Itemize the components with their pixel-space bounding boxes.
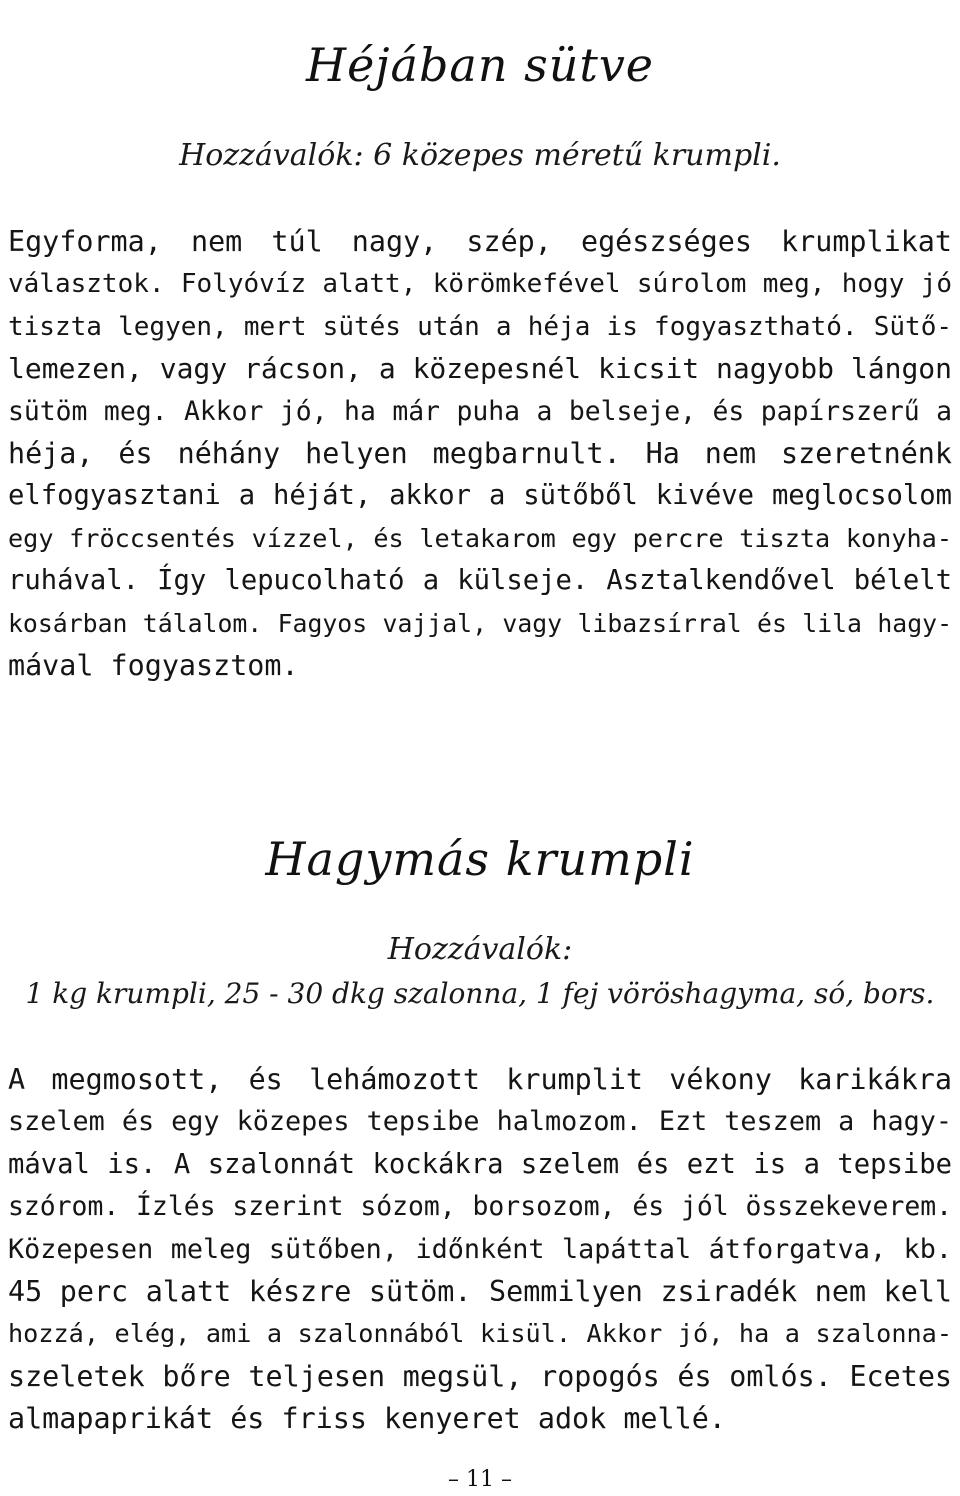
text-line: szórom. Ízlés szerint sózom, borsozom, és jól összekeverem. [8,1191,952,1223]
text-line: sütöm meg. Akkor jó, ha már puha a belseje, és papírszerű a [8,395,952,427]
text-line: héja, és néhány helyen megbarnult. Ha nem szeretnénk [8,436,952,470]
text-line: ruhával. Így lepucolható a külseje. Asztalkendővel bélelt [8,565,952,597]
page-number: – 11 – [448,1467,512,1492]
text-line: Egyforma, nem túl nagy, szép, egészséges krumplikat [8,225,952,258]
text-line: választok. Folyóvíz alatt, körömkefével súrolom meg, hogy jó [8,269,952,300]
text-line: tiszta legyen, mert sütés után a héja is fogyasztható. Sütő- [8,311,952,342]
text-line: szelem és egy közepes tepsibe halmozom. Ezt teszem a hagy- [8,1106,952,1138]
recipe-title-hejaban-sutve: Héjában sütve [305,37,655,92]
text-line: mával fogyasztom. [8,648,299,682]
recipe-title-hagymas-krumpli: Hagymás krumpli [265,831,695,886]
text-line: Közepesen meleg sütőben, időnként lapáttal átforgatva, kb. [8,1233,952,1265]
ingredients-line: 1 kg krumpli, 25 - 30 dkg szalonna, 1 fej vöröshagyma, só, bors. [25,977,935,1010]
text-line: mával is. A szalonnát kockákra szelem és ezt is a tepsibe [8,1148,952,1180]
text-line: egy fröccsentés vízzel, és letakarom egy percre tiszta konyha- [8,523,952,553]
recipe-instructions [8,1059,952,1441]
text-line: kosárban tálalom. Fagyos vajjal, vagy libazsírral és lila hagy- [8,608,952,638]
ingredients-label: Hozzávalók: [387,932,573,967]
ingredients-line: Hozzávalók: 6 közepes méretű krumpli. [179,138,781,173]
text-line: szeletek bőre teljesen megsül, ropogós és omlós. Ecetes [8,1359,952,1393]
text-line: elfogyasztani a héját, akkor a sütőből kivéve meglocsolom [8,480,952,512]
text-line: 45 perc alatt készre sütöm. Semmilyen zsiradék nem kell [8,1274,952,1308]
text-line: A megmosott, és lehámozott krumplit vékony karikákra [8,1063,952,1096]
text-line: lemezen, vagy rácson, a közepesnél kicsit nagyobb lángon [8,352,953,386]
recipe-instructions [8,221,952,687]
text-line: hozzá, elég, ami a szalonnából kisül. Akkor jó, ha a szalonna- [8,1319,952,1349]
text-line: almapaprikát és friss kenyeret adok mellé. [8,1402,726,1436]
